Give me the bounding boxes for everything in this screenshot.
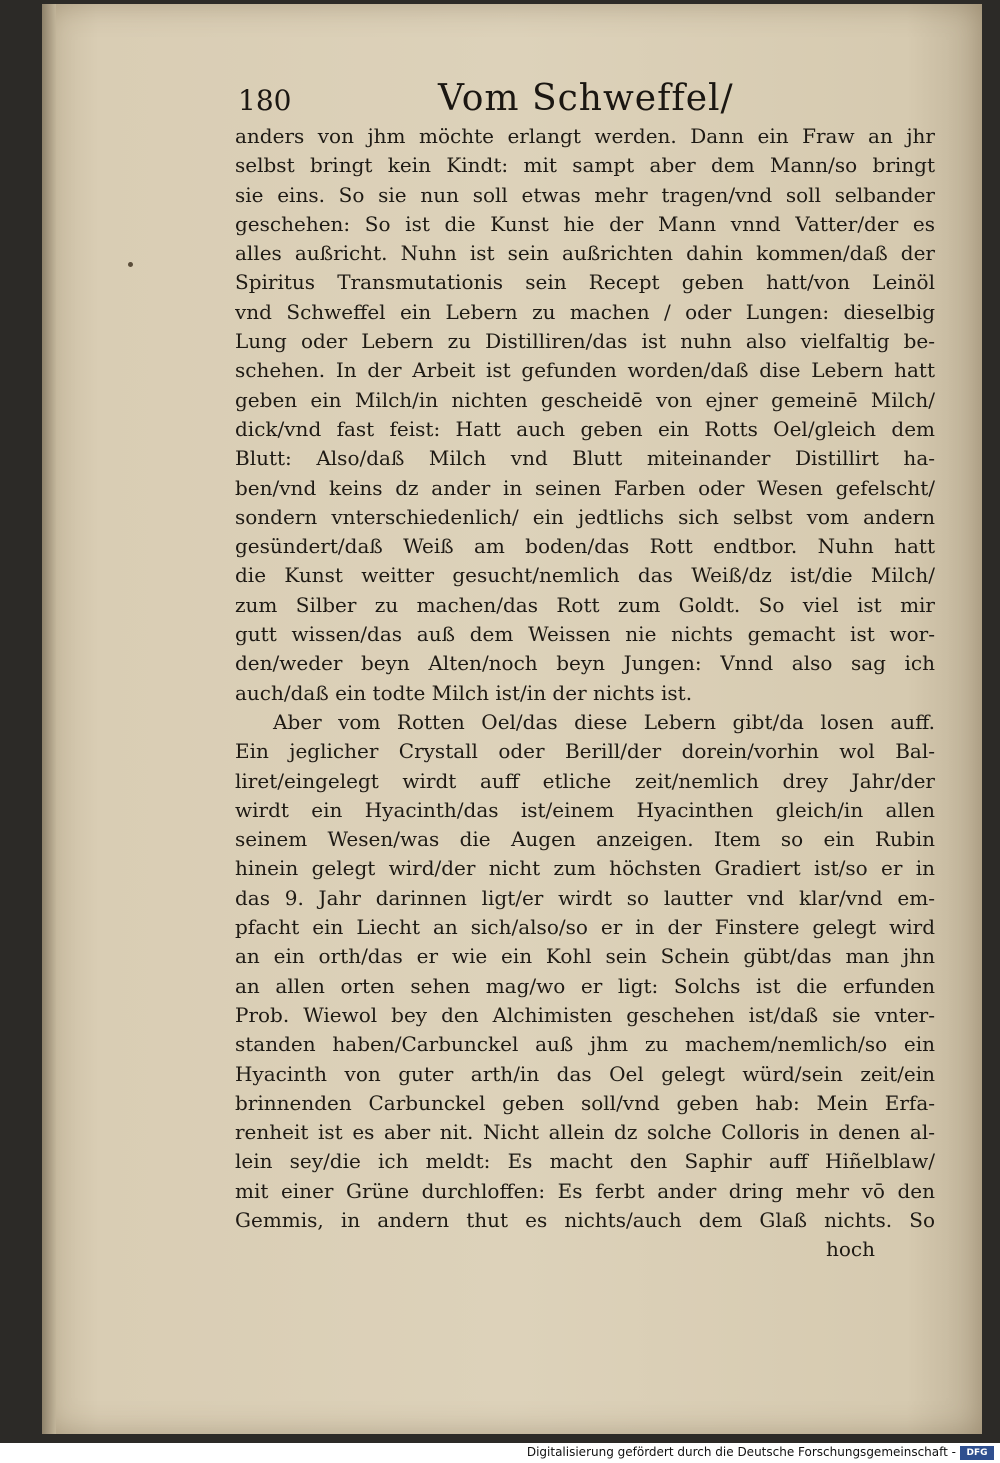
text-line: den/weder beyn Alten/noch beyn Jungen: Vnnd also sag ich: [235, 651, 935, 676]
running-head: [238, 78, 858, 122]
body-text: [235, 122, 935, 1265]
text-line: renheit ist es aber nit. Nicht allein dz solche Colloris in denen al-: [235, 1120, 935, 1145]
footer-bar: [0, 1443, 1000, 1463]
text-line: Blutt: Also/daß Milch vnd Blutt miteinander Distillirt ha-: [235, 446, 935, 471]
text-line: Spiritus Transmutationis sein Recept geben hatt/von Leinöl: [235, 270, 935, 295]
text-line: liret/eingelegt wirdt auff etliche zeit/nemlich drey Jahr/der: [235, 768, 935, 793]
text-line: das 9. Jahr darinnen ligt/er wirdt so lautter vnd klar/vnd em-: [235, 885, 935, 910]
page-number: 180: [238, 84, 292, 117]
text-line: wirdt ein Hyacinth/das ist/einem Hyacinthen gleich/in allen: [235, 797, 935, 822]
text-line: anders von jhm möchte erlangt werden. Dann ein Fraw an jhr: [235, 124, 935, 148]
text-line: auch/daß ein todte Milch ist/in der nichts ist.: [235, 680, 693, 705]
text-line: geben ein Milch/in nichten gescheidē von ejner gemeinē Milch/: [235, 387, 935, 412]
text-line: pfacht ein Liecht an sich/also/so er in der Finstere gelegt wird: [235, 915, 935, 940]
catchword: hoch: [825, 1237, 875, 1262]
text-line: selbst bringt kein Kindt: mit sampt aber dem Mann/so bringt: [235, 153, 935, 178]
text-line: geschehen: So ist die Kunst hie der Mann vnnd Vatter/der es: [235, 211, 935, 236]
text-line: ben/vnd keins dz ander in seinen Farben oder Wesen gefelscht/: [235, 475, 935, 500]
text-line: lein sey/die ich meldt: Es macht den Saphir auff Hiñelblaw/: [235, 1149, 935, 1174]
funding-credit: Digitalisierung gefördert durch die Deutsche Forschungsgemeinschaft -: [526, 1445, 956, 1459]
text-line: zum Silber zu machen/das Rott zum Goldt. So viel ist mir: [235, 592, 935, 617]
text-line: Aber vom Rotten Oel/das diese Lebern gibt/da losen auff.: [273, 709, 935, 734]
text-line: Lung oder Lebern zu Distilliren/das ist nuhn also vielfaltig be-: [235, 329, 935, 354]
page-gutter: [42, 4, 56, 1434]
margin-mark: [128, 262, 133, 267]
text-line: an allen orten sehen mag/wo er ligt: Solchs ist die erfunden: [235, 973, 935, 998]
text-line: Ein jeglicher Crystall oder Berill/der dorein/vorhin wol Bal-: [235, 739, 935, 764]
text-line: hinein gelegt wird/der nicht zum höchsten Gradiert ist/so er in: [235, 856, 935, 881]
text-line: an ein orth/das er wie ein Kohl sein Schein gübt/das man jhn: [235, 944, 935, 969]
text-line: standen haben/Carbunckel auß jhm zu machem/nemlich/so ein: [235, 1032, 935, 1057]
text-line: Prob. Wiewol bey den Alchimisten geschehen ist/daß sie vnter-: [235, 1002, 935, 1027]
text-line: brinnenden Carbunckel geben soll/vnd geben hab: Mein Erfa-: [235, 1090, 935, 1115]
running-title: Vom Schweffel/: [438, 78, 734, 119]
text-line: die Kunst weitter gesucht/nemlich das Weiß/dz ist/die Milch/: [235, 563, 935, 588]
text-line: gutt wissen/das auß dem Weissen nie nichts gemacht ist wor-: [235, 622, 935, 647]
dfg-logo: DFG: [960, 1446, 994, 1460]
text-line: gesündert/daß Weiß am boden/das Rott endtbor. Nuhn hatt: [235, 534, 935, 559]
text-line: Hyacinth von guter arth/in das Oel gelegt würd/sein zeit/ein: [235, 1061, 935, 1086]
text-line: schehen. In der Arbeit ist gefunden worden/daß dise Lebern hatt: [235, 358, 935, 383]
text-line: sie eins. So sie nun soll etwas mehr tragen/vnd soll selbander: [235, 182, 935, 207]
text-line: Gemmis, in andern thut es nichts/auch dem Glaß nichts. So: [235, 1207, 935, 1232]
text-line: alles außricht. Nuhn ist sein außrichten dahin kommen/daß der: [235, 241, 935, 266]
text-line: vnd Schweffel ein Lebern zu machen / oder Lungen: dieselbig: [235, 299, 935, 324]
text-line: dick/vnd fast feist: Hatt auch geben ein Rotts Oel/gleich dem: [235, 416, 935, 441]
text-line: sondern vnterschiedenlich/ ein jedtlichs sich selbst vom andern: [235, 504, 935, 529]
text-line: mit einer Grüne durchloffen: Es ferbt ander dring mehr vō den: [235, 1178, 935, 1203]
text-line: seinem Wesen/was die Augen anzeigen. Item so ein Rubin: [235, 827, 935, 852]
